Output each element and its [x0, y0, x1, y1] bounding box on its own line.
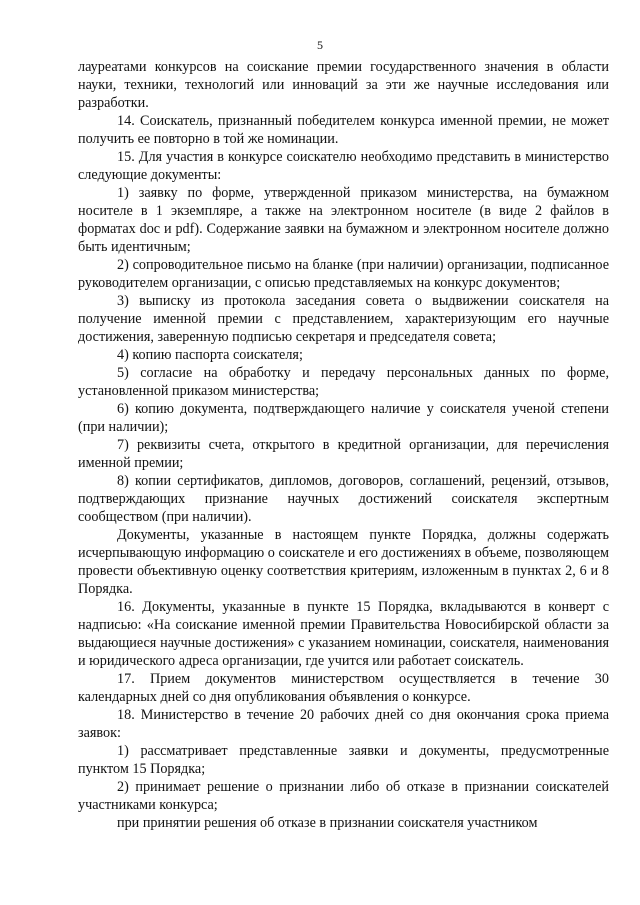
paragraph-refusal-start: при принятии решения об отказе в признании соискателя участником — [117, 815, 538, 831]
list-item-15-4: 4) копию паспорта соискателя; — [117, 347, 303, 363]
paragraph-17: 17. Прием документов министерством осуществляется в течение 30 календарных дней со дня опубликования объявления о конкурсе. — [78, 671, 609, 705]
list-item-15-3: 3) выписку из протокола заседания совета о выдвижении соискателя на получение именной премии с представлением, характеризующим его научные достижения, заверенную подписью секретаря и председателя совета; — [78, 293, 609, 345]
paragraph-14: 14. Соискатель, признанный победителем конкурса именной премии, не может получить ее повторно в той же номинации. — [78, 113, 609, 147]
list-item-18-2: 2) принимает решение о признании либо об отказе в признании соискателей участниками конкурса; — [78, 779, 609, 813]
list-item-15-2: 2) сопроводительное письмо на бланке (при наличии) организации, подписанное руководителем организации, с описью представляемых на конкурс документов; — [78, 257, 609, 291]
list-item-18-1: 1) рассматривает представленные заявки и документы, предусмотренные пунктом 15 Порядка; — [78, 743, 609, 777]
list-item-15-8: 8) копии сертификатов, дипломов, договоров, соглашений, рецензий, отзывов, подтверждающих признание научных достижений соискателя экспертным сообществом (при наличии). — [78, 473, 609, 525]
list-item-15-5: 5) согласие на обработку и передачу персональных данных по форме, установленной приказом министерства; — [78, 365, 609, 399]
page-number: 5 — [317, 38, 323, 52]
list-item-15-1: 1) заявку по форме, утвержденной приказом министерства, на бумажном носителе в 1 экземпляре, а также на электронном носителе (в виде 2 файлов в форматах doc и pdf). Содержание заявки на бумажном и электронном носителе должно быть идентичным; — [78, 185, 609, 255]
paragraph-18: 18. Министерство в течение 20 рабочих дней со дня окончания срока приема заявок: — [78, 707, 609, 741]
paragraph-documents-requirements: Документы, указанные в настоящем пункте Порядка, должны содержать исчерпывающую информацию о соискателе и его достижениях в объеме, позволяющем провести объективную оценку соответствия критериям, изложенным в пунктах 2, 6 и 8 Порядка. — [78, 527, 609, 597]
paragraph-continuation: лауреатами конкурсов на соискание премии государственного значения в области науки, техники, технологий или инноваций за эти же научные исследования или разработки. — [78, 59, 609, 111]
paragraph-16: 16. Документы, указанные в пункте 15 Порядка, вкладываются в конверт с надписью: «На соискание именной премии Правительства Новосибирской области за выдающиеся научные достижения» с указанием номинации, соискателя, наименования и юридического адреса организации, где учится или работает соискатель. — [78, 599, 609, 669]
paragraph-15: 15. Для участия в конкурсе соискателю необходимо представить в министерство следующие документы: — [78, 149, 609, 183]
list-item-15-6: 6) копию документа, подтверждающего наличие у соискателя ученой степени (при наличии); — [78, 401, 609, 435]
document-body — [78, 58, 609, 832]
list-item-15-7: 7) реквизиты счета, открытого в кредитной организации, для перечисления именной премии; — [78, 437, 609, 471]
